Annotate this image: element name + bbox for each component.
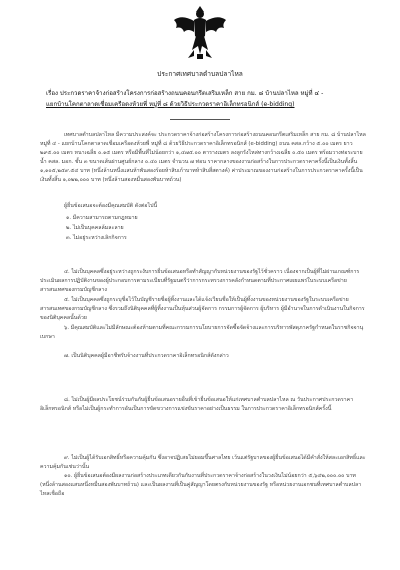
item-10-text: ๑๐. ผู้ยื่นข้อเสนอต้องมีผลงานก่อสร้างประเภทเดียวกันกับงานที่ประกวดราคาจ้างก่อสร้างในวงเงินไม่น้อยกว่า ๕,๖๔๒,๐๐๐.๐๐ บาท (หนึ่งล้านสองแสนหนึ่งหมื่นสองพันบาทถ้วน) และเป็นผลงานที่เป็นคู่สัญญาโดยตรงกับหน่วยงานของรัฐ หรือหน่วยงานเอกชนที่เทศบาลตำบลปลาไหลเชื่อถือ — [40, 473, 362, 497]
paragraph-item-9 — [40, 454, 366, 472]
garuda-emblem-icon — [172, 6, 228, 60]
list-item: ๑. มีความสามารถตามกฎหมาย — [66, 215, 138, 221]
list-item: ๒. ไม่เป็นบุคคลล้มละลาย — [66, 225, 124, 232]
paragraph-item-4 — [40, 268, 366, 295]
item-7-text: ๗. เป็นนิติบุคคลผู้มีอาชีพรับจ้างงานที่ประกวดราคาอิเล็กทรอนิกส์ดังกล่าว — [64, 353, 229, 359]
paragraph-item-10 — [40, 472, 366, 499]
item-8-text: ๘. ไม่เป็นผู้มีผลประโยชน์ร่วมกันกับผู้ยื่นข้อเสนอรายอื่นที่เข้ายื่นข้อเสนอให้แก่เทศบาลตำบลปลาไหล ณ วันประกาศประกวดราคาอิเล็กทรอนิกส์ หรือไม่เป็นผู้กระทำการอันเป็นการขัดขวางการแข่งขันราคาอย่างเป็นธรรม ในการประกวดราคาอิเล็กทรอนิกส์ครั้งนี้ — [40, 397, 354, 412]
subject-heading — [46, 88, 376, 110]
subject-line-2: แยกบ้านโคกตาลาดเชื่อมเครือดงห้วยพี่ หมู่ที่ ๘ ด้วยวิธีประกวดราคาอิเล็กทรอนิกส์ (e-bidding) — [46, 101, 295, 108]
item-9-text: ๙. ไม่เป็นผู้ได้รับเอกสิทธิ์หรือความคุ้มกัน ซึ่งอาจปฏิเสธไม่ยอมขึ้นศาลไทย เว้นแต่รัฐบาลของผู้ยื่นข้อเสนอได้มีคำสั่งให้สละเอกสิทธิ์และความคุ้มกันเช่นว่านั้น — [40, 455, 366, 470]
item-6-text: ๖. มีคุณสมบัติและไม่มีลักษณะต้องห้ามตามที่คณะกรรมการนโยบายการจัดซื้อจัดจ้างและการบริหารพัสดุภาครัฐกำหนดในราชกิจจานุเบกษา — [40, 325, 364, 340]
paragraph-intro-text: เทศบาลตำบลปลาไหล มีความประสงค์จะ ประกวดราคาจ้างก่อสร้างโครงการก่อสร้างถนนคอนกรีตเสริมเหล็ก สาย กม. ๘ บ้านปลาไหล หมู่ที่ ๔ - แยกบ้านโคกตาลาดเชื่อมเครือดงห้วยพี่ หมู่ที่ ๘ ด้วยวิธีประกวดราคาอิเล็กทรอนิกส์ (e-bidding) ถนน คสล.กว้าง ๕.๐๐ เมตร ยาว ๒๙๕.๐๐ เมตร หนาเฉลี่ย ๐.๑๕ เมตร หรือมีพื้นที่ไม่น้อยกว่า ๑,๔๗๕.๐๐ ตารางเมตร ลงลูกรังไหล่ทางกว้างเฉลี่ย ๐.๕๐ เมตร พร้อมวางท่อระบายน้ำ คสล. มอก. ชั้น ๓ ขนาดเส้นผ่านศูนย์กลาง ๐.๔๐ เมตร จำนวน ๗ ท่อน ราคากลางของงานก่อสร้างในการประกวดราคาครั้งนี้เป็นเงินทั้งสิ้น ๑,๑๐๕,๒๕๙.๕๔ บาท (หนึ่งล้านหนึ่งแสนห้าพันสองร้อยห้าสิบเก้าบาทห้าสิบสี่สตางค์) ค่าประมาณของงานก่อสร้างในการประกวดราคาครั้งนี้เป็นเงินทั้งสิ้น ๑,๐๒๒,๐๐๐ บาท (หนึ่งล้านสองหมื่นสองพันบาทถ้วน) — [40, 132, 366, 183]
paragraph-item-6 — [40, 324, 366, 342]
paragraph-item-7 — [40, 352, 366, 361]
paragraph-item-5 — [40, 296, 366, 323]
paragraph-item-8 — [40, 396, 366, 414]
paragraph-qualifications — [40, 202, 366, 211]
list-item: ๓. ไม่อยู่ระหว่างเลิกกิจการ — [66, 235, 127, 242]
paragraph-intro — [40, 131, 366, 185]
qualification-list — [40, 214, 366, 245]
qualifications-lead: ผู้ยื่นข้อเสนอจะต้องมีคุณสมบัติ ดังต่อไปนี้ — [64, 203, 158, 209]
org-heading: ประกาศเทศบาลตำบลปลาไหล — [157, 70, 243, 78]
subject-line-1: เรื่อง ประกวดราคาจ้างก่อสร้างโครงการก่อสร้างถนนคอนกรีตเสริมเหล็ก สาย กม. ๘ บ้านปลาไหล หมู่ที่ ๔ - — [46, 90, 324, 97]
heading-divider — [170, 119, 230, 120]
item-4-text: ๔. ไม่เป็นบุคคลซึ่งอยู่ระหว่างถูกระงับการยื่นข้อเสนอหรือทำสัญญากับหน่วยงานของรัฐไว้ชั่วคราว เนื่องจากเป็นผู้ที่ไม่ผ่านเกณฑ์การประเมินผลการปฏิบัติงานของผู้ประกอบการตามระเบียบที่รัฐมนตรีว่าการกระทรวงการคลังกำหนดตามที่ประกาศเผยแพร่ในระบบเครือข่ายสารสนเทศของกรมบัญชีกลาง — [40, 269, 360, 293]
item-5-text: ๕. ไม่เป็นบุคคลซึ่งถูกระบุชื่อไว้ในบัญชีรายชื่อผู้ทิ้งงานและได้แจ้งเวียนชื่อให้เป็นผู้ทิ้งงานของหน่วยงานของรัฐในระบบเครือข่ายสารสนเทศของกรมบัญชีกลาง ซึ่งรวมถึงนิติบุคคลที่ผู้ทิ้งงานเป็นหุ้นส่วนผู้จัดการ กรรมการผู้จัดการ ผู้บริหาร ผู้มีอำนาจในการดำเนินงานในกิจการของนิติบุคคลนั้นด้วย — [40, 297, 365, 321]
